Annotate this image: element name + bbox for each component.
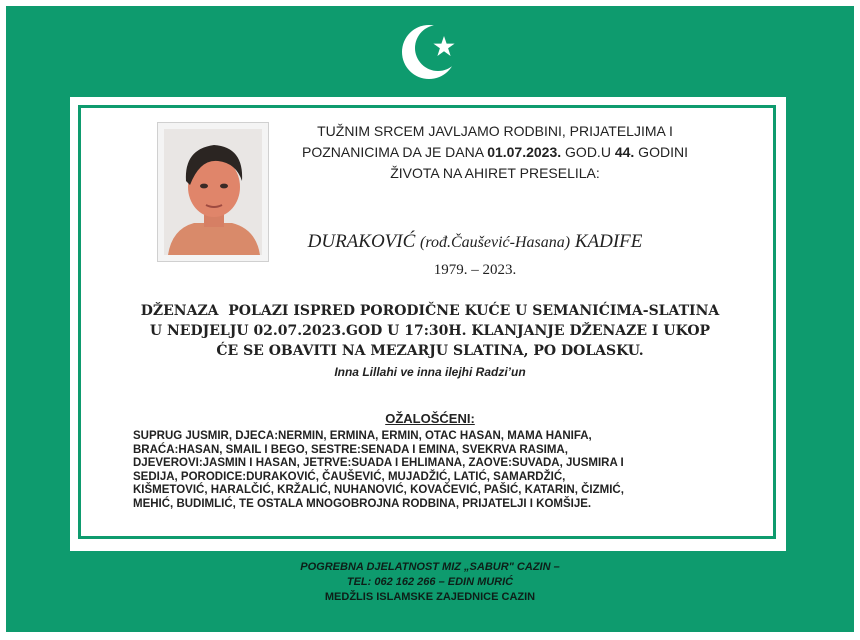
mourners-list	[133, 430, 723, 511]
funeral-line-2: U NEDJELJU 02.07.2023.GOD U 17:30H. KLANJANJE DŽENAZE I UKOP	[149, 323, 711, 339]
age: 44.	[614, 144, 635, 160]
footer	[100, 560, 760, 605]
funeral-line-3: ĆE SE OBAVITI NA MEZARJU SLATINA, PO DOLASKU.	[216, 343, 644, 359]
portrait-photo	[157, 122, 269, 262]
funeral-line-1: DŽENAZA POLAZI ISPRED PORODIČNE KUĆE U SEMANIĆIMA-SLATINA	[140, 303, 720, 319]
crescent-star-icon	[396, 16, 468, 88]
mourners-line: DJEVEROVI:JASMIN I HASAN, JETRVE:SUADA I EHLIMANA, ZAOVE:SUVADA, JUSMIRA I	[133, 457, 624, 469]
mourners-line: SUPRUG JUSMIR, DJECA:NERMIN, ERMINA, ERMIN, OTAC HASAN, MAMA HANIFA,	[133, 430, 592, 442]
first-name: KADIFE	[574, 231, 643, 252]
mourners-line: BRAĆA:HASAN, SMAIL I BEGO, SESTRE:SENADA I EMINA, SVEKRVA RASIMA,	[133, 443, 568, 456]
mourners-heading: OŽALOŠĆENI:	[385, 411, 475, 426]
mourners-line: MEHIĆ, BUDIMLIĆ, TE OSTALA MNOGOBROJNA RODBINA, PRIJATELJI I KOMŠIJE.	[133, 497, 592, 510]
footer-line-3: MEDŽLIS ISLAMSKE ZAJEDNICE CAZIN	[324, 591, 536, 603]
surname: DURAKOVIĆ	[307, 231, 416, 252]
footer-line-2: TEL: 062 162 266 – EDIN MURIĆ	[346, 576, 514, 588]
deceased-name	[270, 231, 680, 253]
mourners-line: SEDIJA, PORODICE:DURAKOVIĆ, ČAUŠEVIĆ, MUJADŽIĆ, LATIĆ, SAMARDŽIĆ,	[133, 470, 566, 483]
death-date: 01.07.2023.	[487, 144, 562, 160]
intro-line-1: TUŽNIM SRCEM JAVLJAMO RODBINI, PRIJATELJIMA I	[317, 123, 673, 139]
intro-line-2-mid: GOD.U	[561, 144, 615, 160]
footer-line-1: POGREBNA DJELATNOST MIZ „SABUR" CAZIN –	[300, 561, 560, 573]
intro-line-2-post: GODINI	[634, 144, 688, 160]
intro-line-3: ŽIVOTA NA AHIRET PRESELILA:	[390, 165, 600, 181]
intro-line-2-pre: POZNANICIMA DA JE DANA	[302, 144, 488, 160]
intro-line-2	[270, 142, 720, 163]
intro-text	[270, 121, 720, 184]
life-years: 1979. – 2023.	[433, 262, 517, 278]
maiden-name: (rođ.Čaušević-Hasana)	[420, 234, 571, 251]
dua-text: Inna Lillahi ve inna ilejhi Radzi’un	[334, 365, 526, 379]
mourners-line: KIŠMETOVIĆ, HARALČIĆ, KRŽALIĆ, NUHANOVIĆ, KOVAČEVIĆ, PAŠIĆ, KATARIN, ČIZMIĆ,	[133, 484, 624, 496]
funeral-details	[100, 301, 760, 361]
